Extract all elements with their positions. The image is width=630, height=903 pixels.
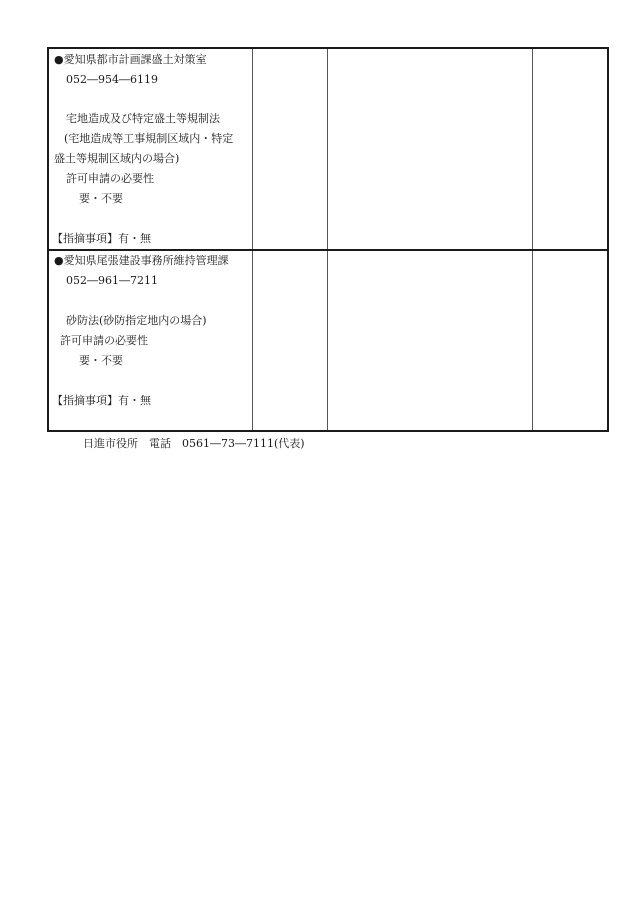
law-condition: (宅地造成等工事規制区域内・特定 xyxy=(64,132,234,145)
contact-table xyxy=(47,47,609,432)
permit-options: 要・不要 xyxy=(79,192,123,205)
office-cell xyxy=(49,251,252,432)
permit-label: 許可申請の必要性 xyxy=(60,334,148,347)
law-name: 宅地造成及び特定盛土等規制法 xyxy=(66,112,220,125)
office-phone: 052―961―7211 xyxy=(66,274,158,287)
permit-label: 許可申請の必要性 xyxy=(66,172,154,185)
law-name: 砂防法(砂防指定地内の場合) xyxy=(66,314,207,327)
office-name: ●愛知県都市計画課盛土対策室 xyxy=(54,53,207,66)
remarks-line: 【指摘事項】有・無 xyxy=(52,394,151,407)
permit-options: 要・不要 xyxy=(79,354,123,367)
table-row xyxy=(49,251,607,432)
office-phone: 052―954―6119 xyxy=(66,73,158,86)
office-cell xyxy=(49,49,252,249)
remarks-line: 【指摘事項】有・無 xyxy=(52,232,151,245)
table-row xyxy=(49,49,607,249)
office-name: ●愛知県尾張建設事務所維持管理課 xyxy=(54,254,229,267)
law-condition: 盛土等規制区域内の場合) xyxy=(54,152,180,165)
footer-contact: 日進市役所 電話 0561―73―7111(代表) xyxy=(83,437,305,450)
